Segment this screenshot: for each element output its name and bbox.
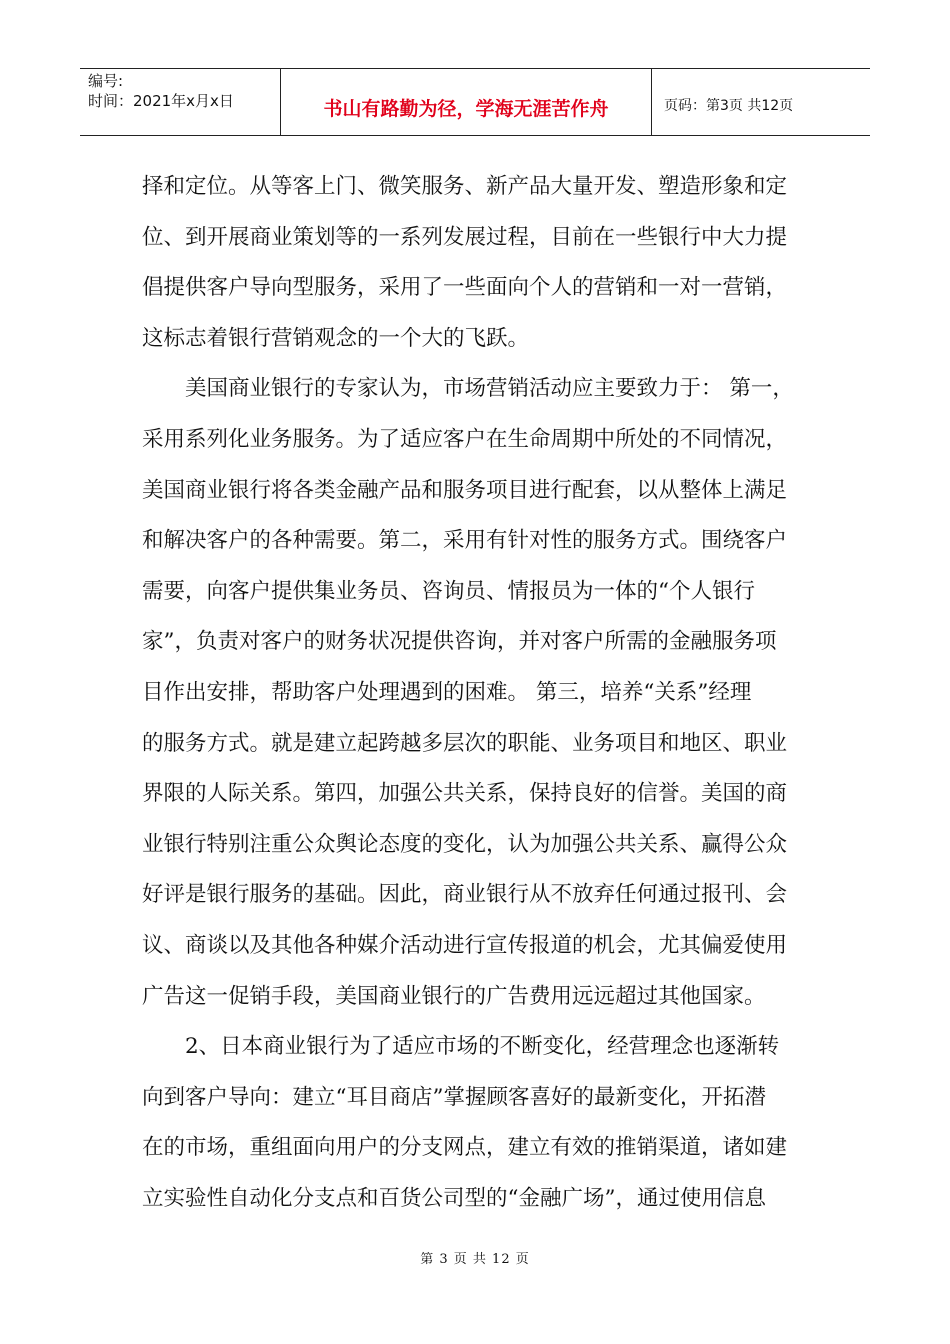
- document-time-label: 时间：2021年x月x日: [88, 92, 234, 110]
- body-line: 倡提供客户导向型服务，采用了一些面向个人的营销和一对一营销，: [142, 275, 788, 301]
- body-line: 议、商谈以及其他各种媒介活动进行宣传报道的机会，尤其偏爱使用: [142, 932, 788, 958]
- header-page-info: 页码：第3页 共12页: [664, 98, 794, 114]
- header-middle-cell: [280, 69, 652, 135]
- header-right-cell: [652, 69, 870, 135]
- body-line: 美国商业银行将各类金融产品和服务项目进行配套，以从整体上满足: [142, 477, 788, 503]
- body-line: 需要，向客户提供集业务员、咨询员、情报员为一体的“个人银行: [142, 578, 755, 604]
- body-line: 和解决客户的各种需要。第二，采用有针对性的服务方式。围绕客户: [142, 528, 788, 554]
- body-line: 美国商业银行的专家认为，市场营销活动应主要致力于： 第一，: [185, 376, 794, 402]
- page-footer: 第 3 页 共 12 页: [420, 1252, 530, 1267]
- body-line: 2、日本商业银行为了适应市场的不断变化，经营理念也逐渐转: [185, 1034, 780, 1060]
- body-line: 的服务方式。就是建立起跨越多层次的职能、业务项目和地区、职业: [142, 730, 788, 756]
- body-line: 家”，负责对客户的财务状况提供咨询，并对客户所需的金融服务项: [142, 629, 777, 655]
- body-line: 这标志着银行营销观念的一个大的飞跃。: [142, 325, 530, 351]
- body-line: 好评是银行服务的基础。因此，商业银行从不放弃任何通过报刊、会: [142, 882, 788, 908]
- header-left-cell: [80, 69, 280, 135]
- body-line: 向到客户导向：建立“耳目商店”掌握顾客喜好的最新变化，开拓潜: [142, 1084, 766, 1110]
- document-body: [142, 166, 814, 1228]
- body-line: 目作出安排，帮助客户处理遇到的困难。 第三，培养“关系”经理: [142, 679, 752, 705]
- body-line: 立实验性自动化分支点和百货公司型的“金融广场”，通过使用信息: [142, 1185, 766, 1211]
- body-line: 采用系列化业务服务。为了适应客户在生命周期中所处的不同情况，: [142, 426, 788, 452]
- body-line: 业银行特别注重公众舆论态度的变化，认为加强公共关系、赢得公众: [142, 831, 788, 857]
- body-line: 广告这一促销手段，美国商业银行的广告费用远远超过其他国家。: [142, 983, 766, 1009]
- document-header: [80, 68, 870, 136]
- body-line: 位、到开展商业策划等的一系列发展过程，目前在一些银行中大力提: [142, 224, 788, 250]
- body-line: 界限的人际关系。第四，加强公共关系，保持良好的信誉。美国的商: [142, 781, 788, 807]
- document-number-label: 编号:: [88, 72, 124, 90]
- body-line: 择和定位。从等客上门、微笑服务、新产品大量开发、塑造形象和定: [142, 174, 788, 199]
- header-motto: 书山有路勤为径，学海无涯苦作舟: [323, 98, 609, 120]
- body-line: 在的市场，重组面向用户的分支网点，建立有效的推销渠道，诸如建: [142, 1135, 788, 1161]
